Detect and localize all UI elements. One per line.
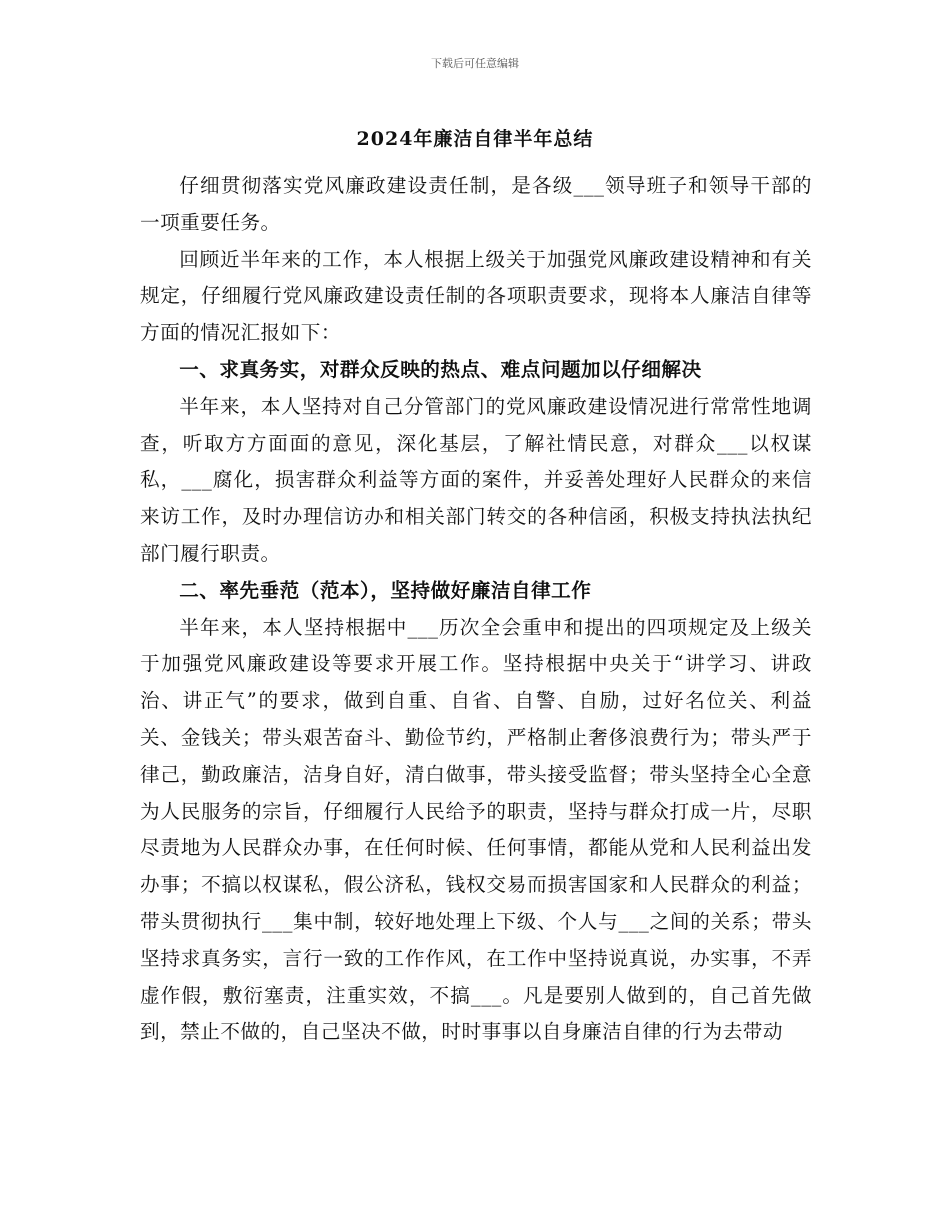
header-note: 下载后可任意编辑 xyxy=(431,57,519,70)
document-body xyxy=(140,168,812,1051)
paragraph-section-1: 半年来，本人坚持对自己分管部门的党风廉政建设情况进行常常性地调查，听取方方面面的意见，深化基层，了解社情民意，对群众___以权谋私，___腐化，损害群众利益等方面的案件，并妥善处理好人民群众的来信来访工作，及时办理信访办和相关部门转交的各种信函，积极支持执法执纪部门履行职责。 xyxy=(140,394,812,565)
document-title: 2024年廉洁自律半年总结 xyxy=(356,128,594,150)
section-heading-1: 一、求真务实，对群众反映的热点、难点问题加以仔细解决 xyxy=(179,357,702,381)
section-heading-2: 二、率先垂范（范本），坚持做好廉洁自律工作 xyxy=(179,578,592,602)
paragraph-review: 回顾近半年来的工作，本人根据上级关于加强党风廉政建设精神和有关规定，仔细履行党风廉政建设责任制的各项职责要求，现将本人廉洁自律等方面的情况汇报如下： xyxy=(140,247,812,345)
paragraph-section-2: 半年来，本人坚持根据中___历次全会重申和提出的四项规定及上级关于加强党风廉政建设等要求开展工作。坚持根据中央关于“讲学习、讲政治、讲正气”的要求，做到自重、自省、自警、自励，过好名位关、利益关、金钱关；带头艰苦奋斗、勤俭节约，严格制止奢侈浪费行为；带头严于律己，勤政廉洁，洁身自好，清白做事，带头接受监督；带头坚持全心全意为人民服务的宗旨，仔细履行人民给予的职责，坚持与群众打成一片，尽职尽责地为人民群众办事，在任何时候、任何事情，都能从党和人民利益出发办事；不搞以权谋私，假公济私，钱权交易而损害国家和人民群众的利益；带头贯彻执行___集中制，较好地处理上下级、个人与___之间的关系；带头坚持求真务实，言行一致的工作作风，在工作中坚持说真说，办实事，不弄虚作假，敷衍塞责，注重实效，不搞___。凡是要别人做到的，自己首先做到，禁止不做的，自己坚决不做，时时事事以自身廉洁自律的行为去带动 xyxy=(140,615,812,1044)
paragraph-intro: 仔细贯彻落实党风廉政建设责任制，是各级___领导班子和领导干部的一项重要任务。 xyxy=(140,174,812,234)
